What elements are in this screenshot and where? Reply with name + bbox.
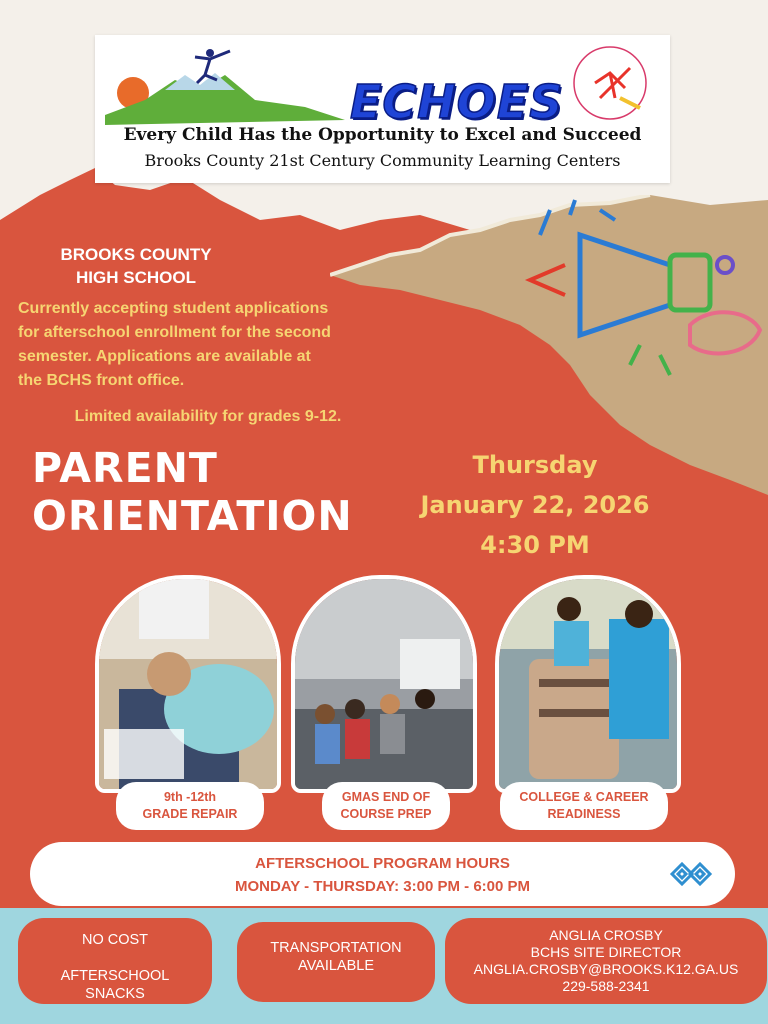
caption-line: GMAS END OF xyxy=(341,790,431,804)
contact-name: ANGLIA CROSBY xyxy=(549,927,663,943)
caption-gmas-prep xyxy=(322,782,450,830)
mountain-logo-icon xyxy=(105,45,345,125)
caption-line: GRADE REPAIR xyxy=(142,807,238,821)
application-notice xyxy=(18,297,418,393)
caption-college-career xyxy=(500,782,668,830)
program-hours-title: AFTERSCHOOL PROGRAM HOURS xyxy=(255,855,510,872)
transportation-text: TRANSPORTATION xyxy=(270,940,402,956)
caption-grade-repair xyxy=(116,782,264,830)
photo-college-career xyxy=(495,575,681,793)
transportation-text: AVAILABLE xyxy=(297,958,375,974)
application-notice-line: the BCHS front office. xyxy=(18,372,185,389)
event-datetime xyxy=(390,445,680,565)
school-name-line: BROOKS COUNTY xyxy=(60,245,212,264)
transportation-pill xyxy=(237,922,435,1002)
cost-snacks-pill xyxy=(18,918,212,1004)
echoes-logo-text: ECHOES xyxy=(350,75,564,129)
application-notice-line: for afterschool enrollment for the second xyxy=(18,324,331,341)
contact-email[interactable]: ANGLIA.CROSBY@BROOKS.K12.GA.US xyxy=(473,961,739,977)
application-notice-line: Currently accepting student applications xyxy=(18,300,329,317)
contact-pill xyxy=(445,918,767,1004)
event-title-line: PARENT xyxy=(32,444,218,492)
ccclc-seal-icon xyxy=(560,43,660,123)
program-hours-banner xyxy=(30,842,735,906)
school-name-line: HIGH SCHOOL xyxy=(76,268,196,287)
event-date: January 22, 2026 xyxy=(420,491,650,519)
boys-and-girls-club-icon xyxy=(668,858,714,890)
contact-phone[interactable]: 229-588-2341 xyxy=(562,978,650,994)
header-tagline: Every Child Has the Opportunity to Excel and Succeed xyxy=(123,125,642,145)
school-name xyxy=(30,243,242,289)
application-notice-line: semester. Applications are available at xyxy=(18,348,311,365)
caption-line: COURSE PREP xyxy=(340,807,432,821)
event-title-line: ORIENTATION xyxy=(32,492,353,540)
caption-line: 9th -12th xyxy=(163,790,217,804)
megaphone-icon xyxy=(520,195,765,385)
program-hours-text xyxy=(30,852,735,898)
event-day: Thursday xyxy=(472,451,598,479)
program-hours-schedule: MONDAY - THURSDAY: 3:00 PM - 6:00 PM xyxy=(234,878,531,895)
header-subline: Brooks County 21st Century Community Learning Centers xyxy=(144,151,621,170)
cost-text: NO COST xyxy=(81,932,149,948)
contact-title: BCHS SITE DIRECTOR xyxy=(530,944,682,960)
photo-gmas-prep xyxy=(291,575,477,793)
header-banner xyxy=(95,35,670,183)
event-time: 4:30 PM xyxy=(480,531,590,559)
event-title xyxy=(32,444,353,540)
caption-line: COLLEGE & CAREER xyxy=(519,790,649,804)
snacks-text: SNACKS xyxy=(85,986,145,1002)
caption-line: READINESS xyxy=(547,807,621,821)
snacks-text: AFTERSCHOOL xyxy=(60,968,170,984)
availability-note: Limited availability for grades 9-12. xyxy=(74,408,342,425)
photo-grade-repair xyxy=(95,575,281,793)
